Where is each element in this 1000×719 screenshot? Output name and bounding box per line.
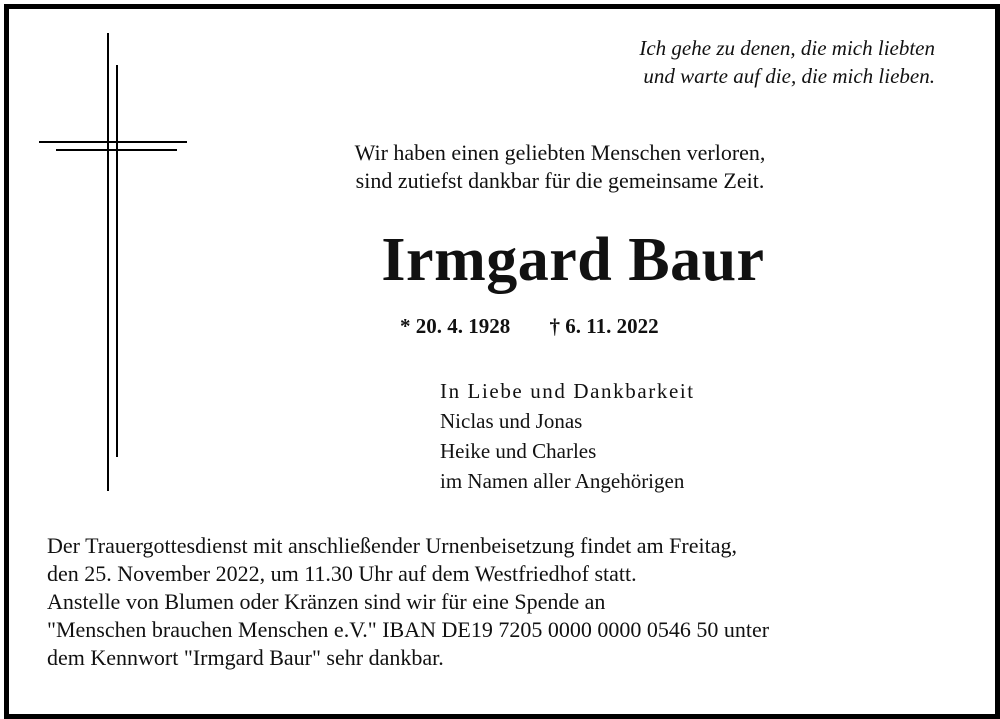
service-line: Der Trauergottesdienst mit anschließender Urnenbeisetzung findet am Freitag,: [47, 533, 737, 558]
service-details: [47, 532, 977, 672]
motto-quote: [540, 34, 935, 90]
service-line: Anstelle von Blumen oder Kränzen sind wir für eine Spende an: [47, 589, 606, 614]
death-date: † 6. 11. 2022: [549, 314, 659, 338]
service-line: dem Kennwort "Irmgard Baur" sehr dankbar.: [47, 645, 444, 670]
intro-line: sind zutiefst dankbar für die gemeinsame Zeit.: [355, 168, 765, 193]
motto-line: Ich gehe zu denen, die mich liebten: [639, 36, 935, 60]
mourners-line: im Namen aller Angehörigen: [440, 469, 685, 493]
mourners-line: Heike und Charles: [440, 439, 597, 463]
intro-text: [230, 139, 890, 195]
life-dates: [400, 312, 760, 340]
cross-vertical-line-inner: [116, 65, 118, 457]
cross-horizontal-line-outer: [39, 141, 187, 143]
intro-line: Wir haben einen geliebten Menschen verloren,: [354, 140, 766, 165]
service-line: "Menschen brauchen Menschen e.V." IBAN DE19 7205 0000 0000 0546 50 unter: [47, 617, 770, 642]
cross-horizontal-line-inner: [56, 149, 177, 151]
birth-date: * 20. 4. 1928: [400, 314, 511, 338]
mourners-heading: In Liebe und Dankbarkeit: [440, 379, 695, 403]
mourners-line: Niclas und Jonas: [440, 409, 583, 433]
cross-vertical-line-outer: [107, 33, 109, 491]
service-line: den 25. November 2022, um 11.30 Uhr auf dem Westfriedhof statt.: [47, 561, 637, 586]
deceased-name: Irmgard Baur: [381, 226, 765, 294]
mourners-block: [440, 376, 860, 496]
motto-line: und warte auf die, die mich lieben.: [643, 64, 935, 88]
